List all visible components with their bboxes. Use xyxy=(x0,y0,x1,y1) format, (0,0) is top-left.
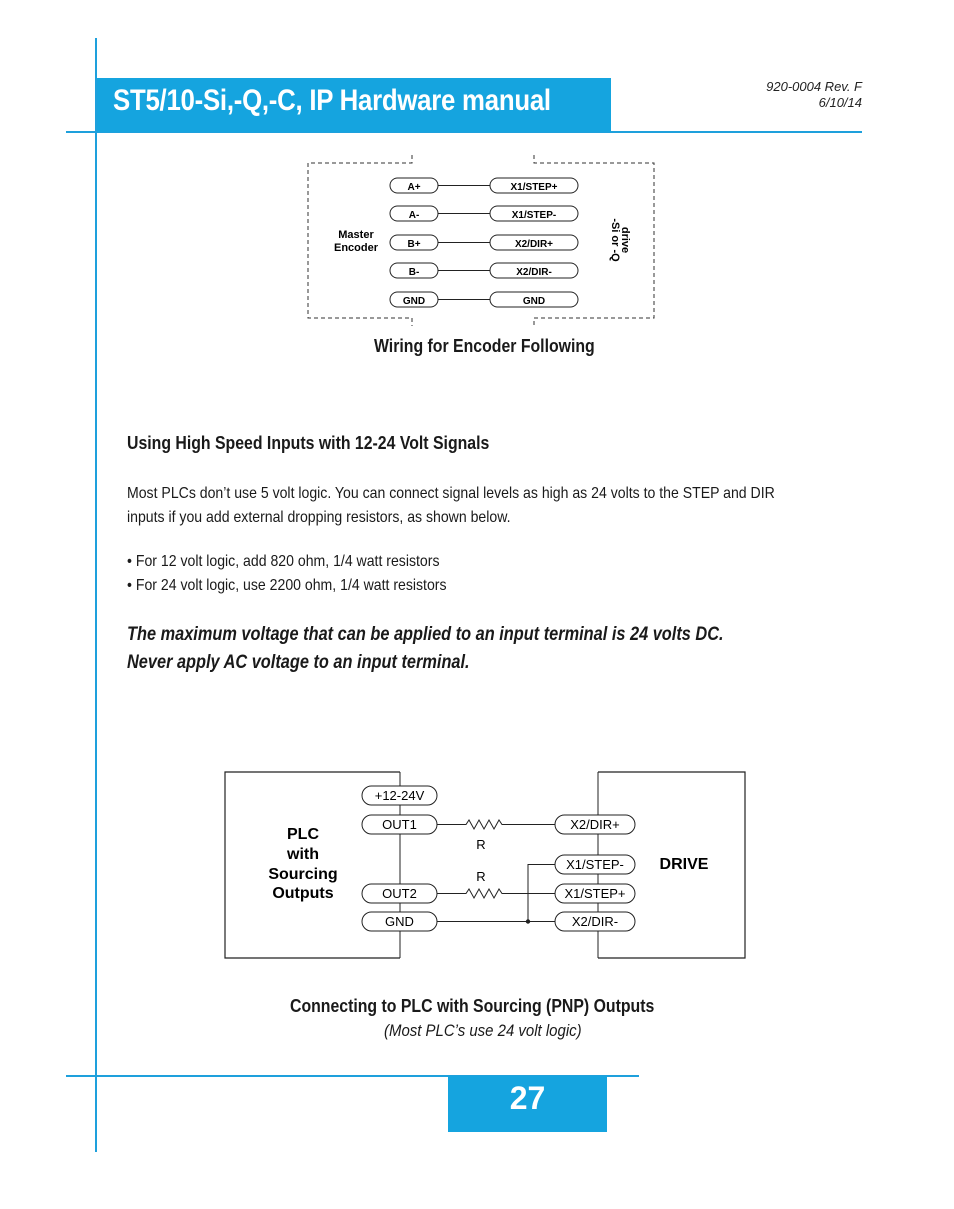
drive-type-label: -Si or -Q xyxy=(609,218,621,262)
drive-word-label: drive xyxy=(619,226,631,254)
plc-label-2: with xyxy=(287,846,319,863)
paragraph-line-1: Most PLCs don’t use 5 volt logic. You can connect signal levels as high as 24 volts to the STEP and DIR xyxy=(127,485,775,502)
page-title: ST5/10-Si,-Q,-C, IP Hardware manual xyxy=(113,84,551,117)
pin-gnd-plc-label: GND xyxy=(385,914,414,929)
plc-label-1: PLC xyxy=(287,826,319,843)
doc-number: 920-0004 Rev. F xyxy=(766,79,862,94)
page-number-box xyxy=(448,1076,607,1132)
pin-x2-dir-plus-label: X2/DIR+ xyxy=(514,239,554,250)
plc-figure-subcaption: (Most PLC’s use 24 volt logic) xyxy=(384,1021,582,1040)
pin-gnd-left-label: GND xyxy=(402,296,426,307)
pin-a-plus-label: A+ xyxy=(407,182,421,193)
pin-x1-step-plus-drive-label: X1/STEP+ xyxy=(564,886,626,901)
paragraph-line-2: inputs if you add external dropping resistors, as shown below. xyxy=(127,509,511,526)
pin-supply-label: +12-24V xyxy=(374,788,425,803)
pin-x2-dir-minus-label: X2/DIR- xyxy=(516,267,552,278)
junction-dot xyxy=(526,919,530,923)
section-heading: Using High Speed Inputs with 12-24 Volt Signals xyxy=(127,433,490,453)
resistor-1-label: R xyxy=(476,837,486,852)
pin-x2-dir-plus-drive-label: X2/DIR+ xyxy=(570,817,620,832)
pin-x2-dir-minus-drive-label: X2/DIR- xyxy=(571,914,619,929)
pin-b-minus-label: B- xyxy=(408,267,420,278)
pin-a-minus-label: A- xyxy=(408,210,420,221)
resistor-2-label: R xyxy=(476,869,486,884)
pin-out2-label: OUT2 xyxy=(382,886,417,901)
plc-label-3: Sourcing xyxy=(268,866,338,883)
page-number: 27 xyxy=(509,1080,546,1116)
encoder-figure-caption: Wiring for Encoder Following xyxy=(374,336,595,356)
encoder-label: Encoder xyxy=(333,242,379,254)
resistor-1-wire xyxy=(437,820,555,829)
pin-x1-step-plus-label: X1/STEP+ xyxy=(510,182,558,193)
list-item: • For 12 volt logic, add 820 ohm, 1/4 watt resistors xyxy=(127,553,440,570)
pin-x1-step-minus-label: X1/STEP- xyxy=(511,210,557,221)
master-label: Master xyxy=(338,229,374,241)
pin-b-plus-label: B+ xyxy=(407,239,421,250)
resistor-2-wire xyxy=(437,889,555,898)
pin-gnd-right-label: GND xyxy=(522,296,546,307)
plc-figure-caption: Connecting to PLC with Sourcing (PNP) Outputs xyxy=(290,996,655,1016)
pin-out1-label: OUT1 xyxy=(382,817,417,832)
warning-line-1: The maximum voltage that can be applied to an input terminal is 24 volts DC. xyxy=(127,624,724,645)
pin-x1-step-minus-drive-label: X1/STEP- xyxy=(566,857,624,872)
drive-label: DRIVE xyxy=(659,856,709,873)
doc-date: 6/10/14 xyxy=(818,95,862,110)
warning-line-2: Never apply AC voltage to an input terminal. xyxy=(127,652,470,673)
plc-label-4: Outputs xyxy=(272,885,334,902)
list-item: • For 24 volt logic, use 2200 ohm, 1/4 watt resistors xyxy=(127,577,447,594)
